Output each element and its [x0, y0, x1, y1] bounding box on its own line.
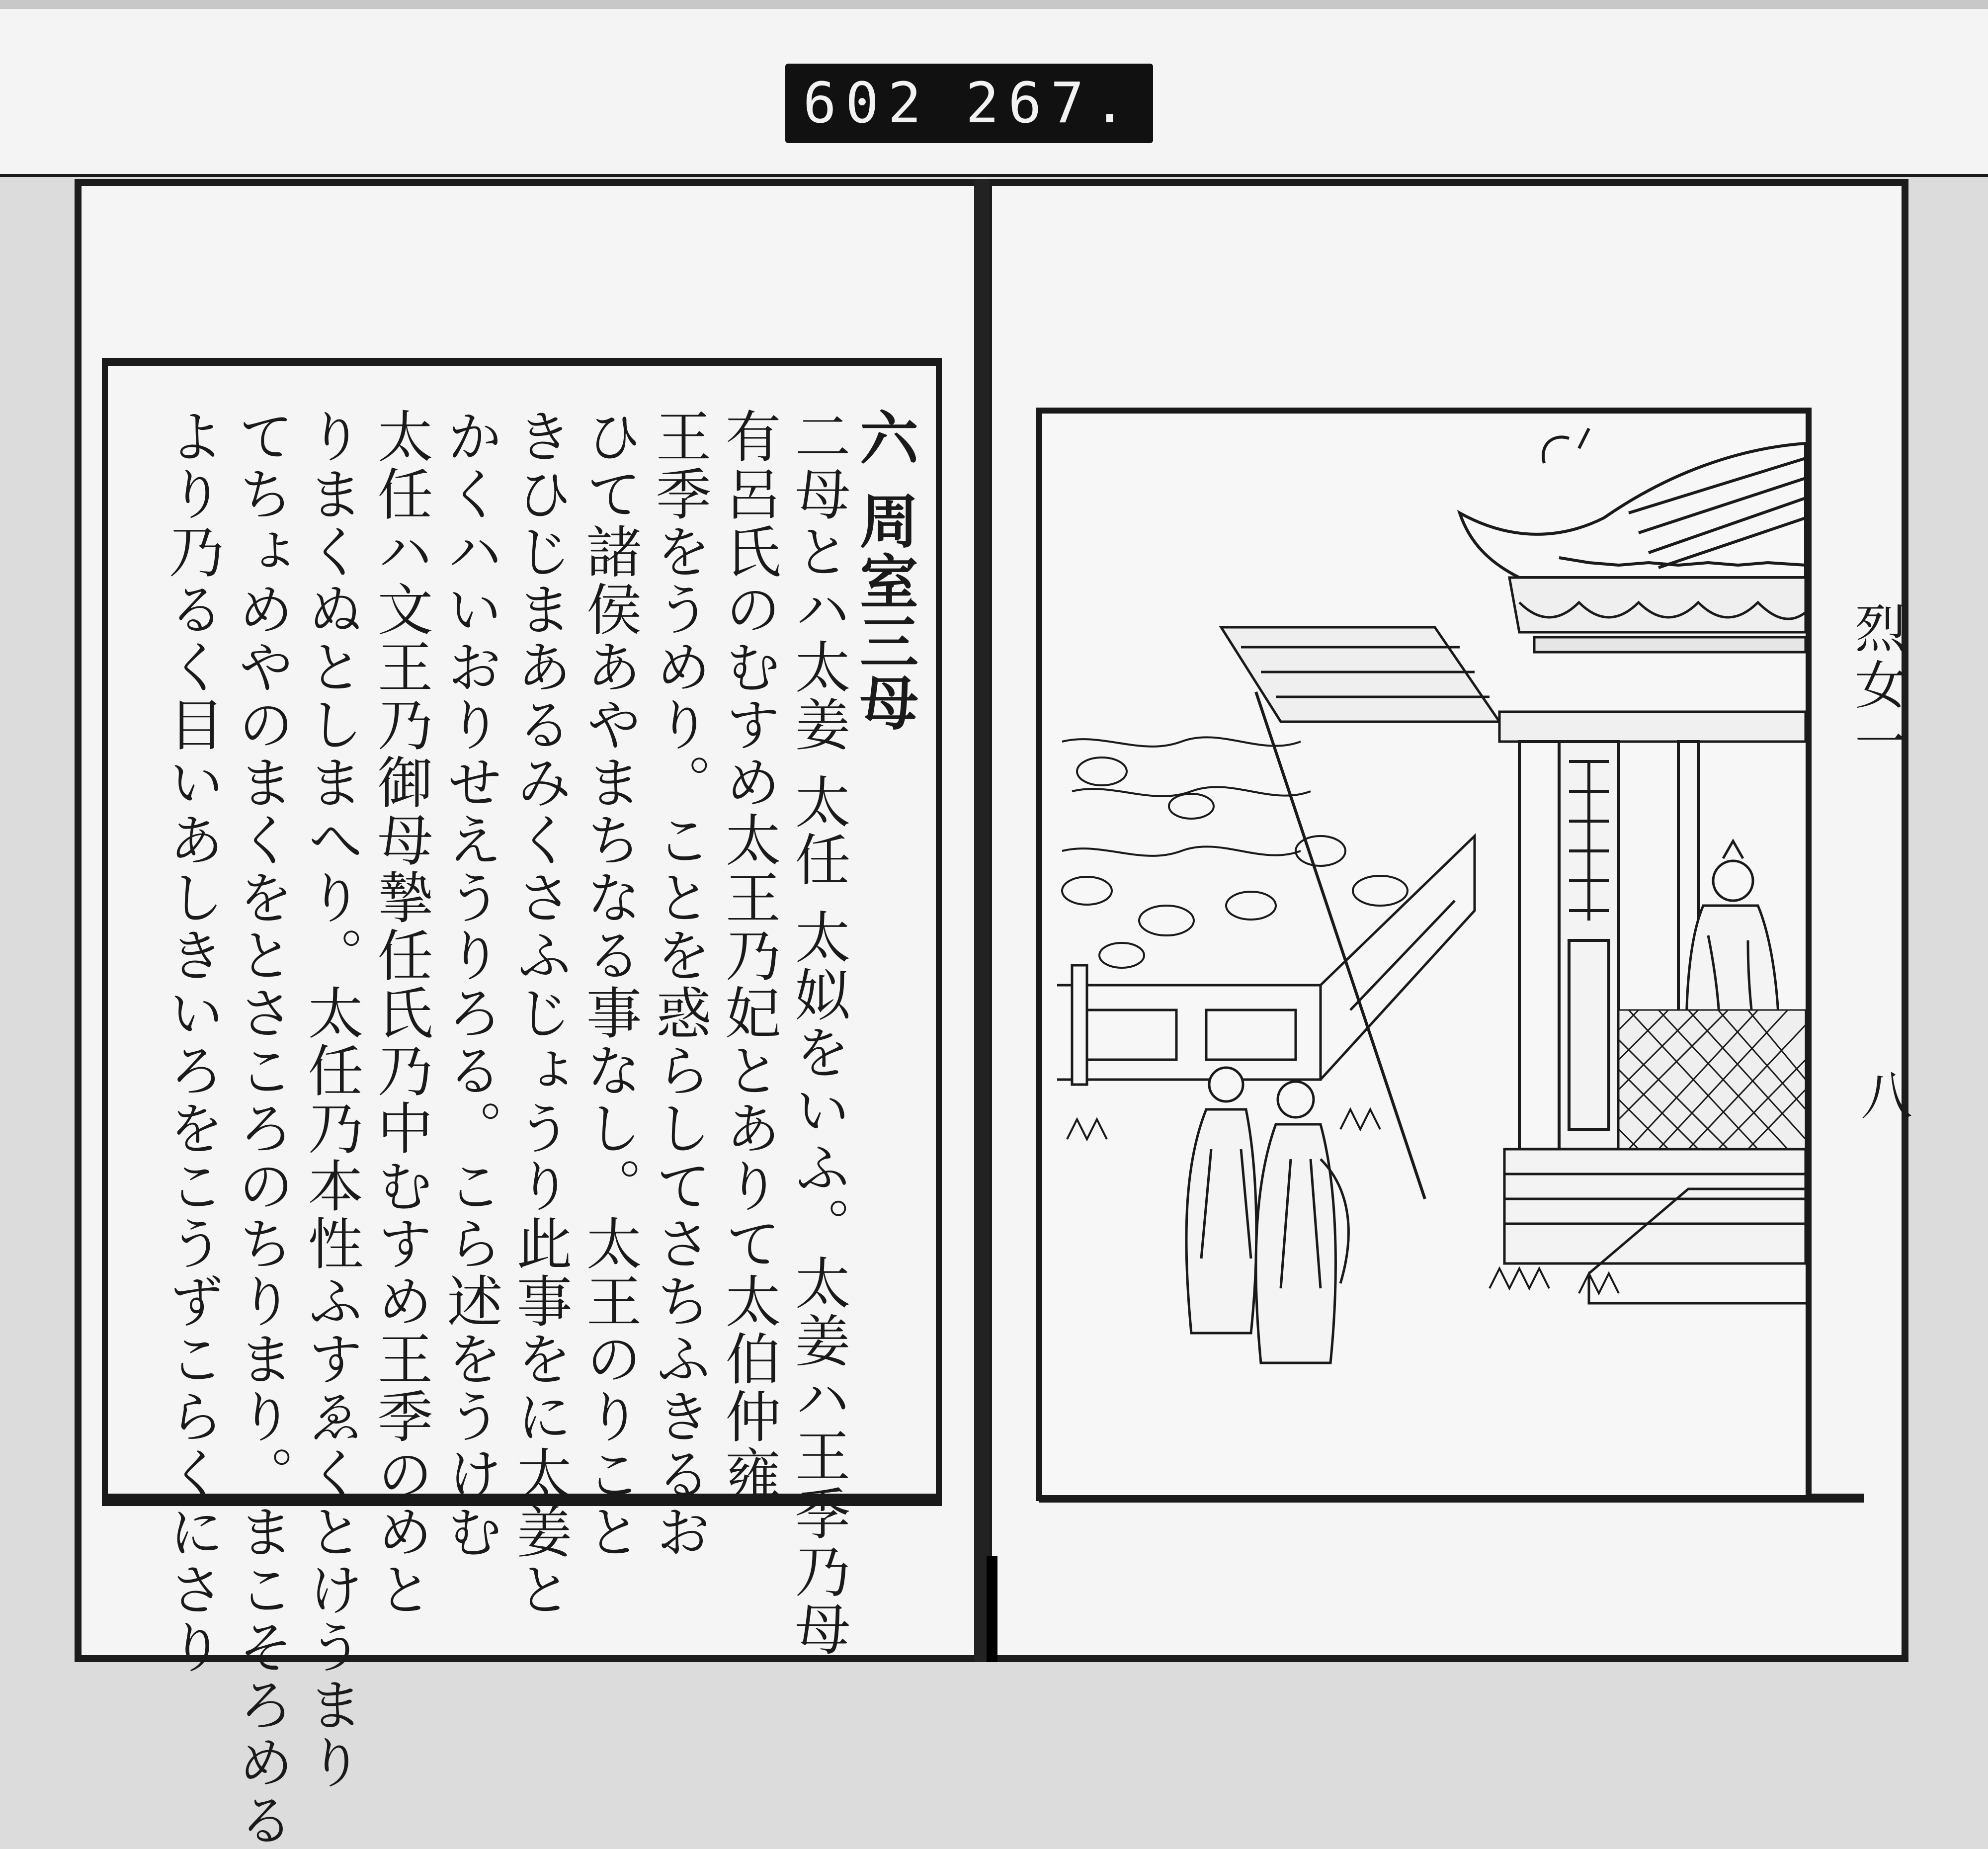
counter-left-number: 602: [803, 71, 930, 136]
pavilion-eaves: [1509, 578, 1806, 652]
text-column-6: かくハいおりせえうりろる。こら述をうけむ: [438, 408, 502, 1561]
scan-edge-strip: [0, 0, 1988, 9]
counter-right-number: 267.: [965, 71, 1136, 136]
text-column-9: てちょめやのまくをとさころのちりまり。まこそろめる: [229, 408, 294, 1849]
text-column-2: 有呂氏のむすめ太王乃妃とありて太伯仲雍: [716, 408, 781, 1503]
woodblock-illustration: [1042, 414, 1806, 1495]
railing: [1057, 836, 1475, 1085]
lotus-pond: [1062, 737, 1408, 968]
standing-figures: [1186, 1068, 1348, 1363]
text-column-5: きひじまあるみくさふじょうり此事をに太姜と: [507, 408, 572, 1618]
text-column-1: 二母とハ太姜 太任 太姒をいふ。太姜ハ王季乃母: [786, 408, 850, 1658]
book-spine: [974, 179, 989, 1662]
volume-side-label: 烈女一: [1846, 601, 1906, 771]
pavilion-steps: [1504, 1149, 1806, 1303]
spine-gap: [987, 1556, 997, 1662]
pavilion-roof: [1460, 428, 1806, 578]
text-column-4: ひて諸侯あやまちなる事なし。太王のりこと: [577, 408, 642, 1561]
page-folio-number: 八: [1852, 1069, 1912, 1120]
text-column-7: 太任ハ文王乃御母摯任氏乃中むすめ王季のめと: [368, 408, 433, 1618]
section-heading: 六 周室三母: [850, 408, 919, 734]
lattice-floor: [1619, 1010, 1806, 1149]
text-column-10: より乃るく目いあしきいろをこうずこらくにさり: [160, 408, 224, 1676]
text-column-8: りまくぬとしまへり。太任乃本性ふすゑくとけうまり: [299, 408, 363, 1791]
frame-counter: [785, 64, 1153, 143]
text-column-3: 王季をうめり。ことを惑らしてさちふきるお: [647, 408, 711, 1561]
pole: [1256, 692, 1425, 1199]
